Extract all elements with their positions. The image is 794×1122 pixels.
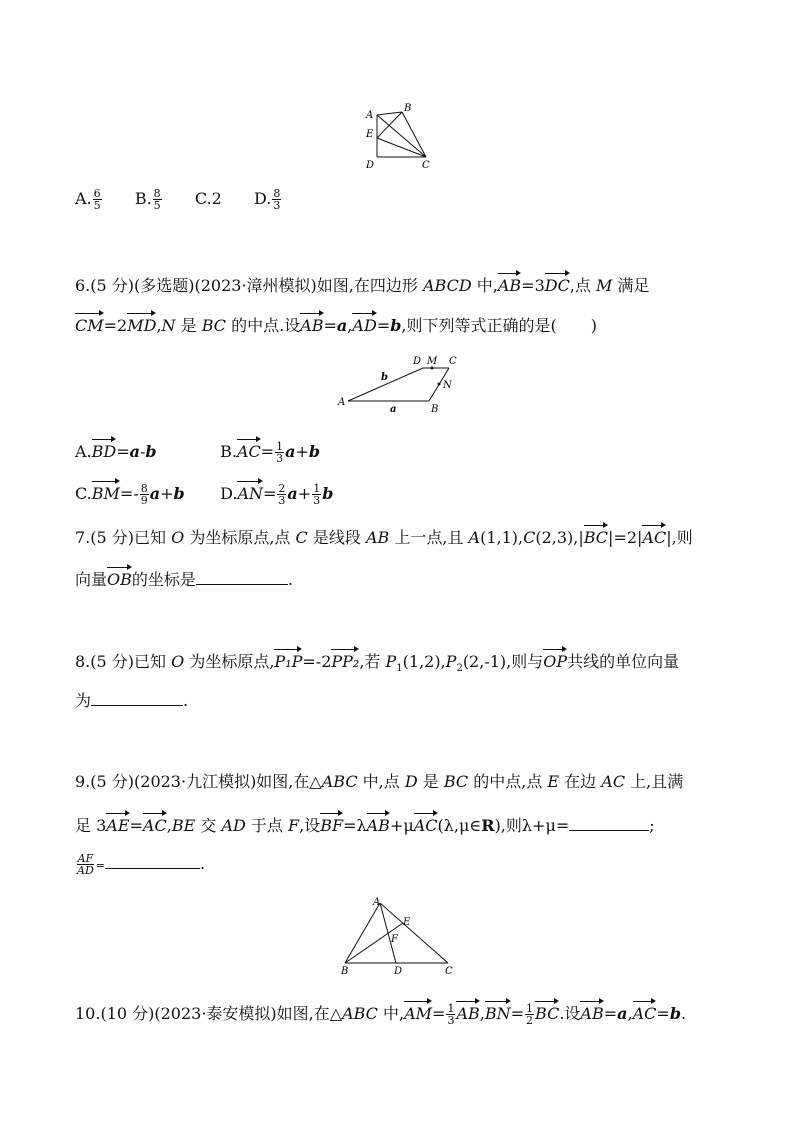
- q9-stem-line3: $\frac{AF}{AD}$ = .: [77, 852, 206, 877]
- figure-q6: [333, 350, 463, 415]
- fig6-point-n: [438, 383, 441, 386]
- fig9-side-ab: [345, 903, 380, 963]
- fig6-label-vec-b: b: [381, 372, 388, 383]
- fig5-line-ec: [377, 138, 426, 157]
- q6-answer-blank[interactable]: [557, 315, 591, 331]
- fig6-label-b: B: [431, 404, 439, 415]
- q5-option-d[interactable]: D. $\frac{8}{3}$: [254, 187, 281, 212]
- q6-options-row2: [75, 480, 333, 506]
- fig6-label-n: N: [443, 380, 452, 391]
- fig6-label-m: M: [427, 356, 438, 367]
- q5-option-a[interactable]: A. $\frac{6}{5}$: [75, 187, 101, 212]
- figure-q9: [333, 893, 463, 978]
- fig5-line-bc: [402, 112, 426, 157]
- q9-stem-line2: 足 3AE=AC,BE 交 AD 于点 F,设BF=λAB+μAC(λ,μ∈R),则λ+μ= ;: [75, 812, 655, 837]
- q6-stem-line2: CM=2MD,N 是 BC 的中点.设AB=a,AD=b,则下列等式正确的是( ): [75, 312, 597, 337]
- q9-fraction-af-ad: $\frac{AF}{AD}$: [77, 852, 94, 877]
- fig6-label-a: A: [338, 397, 346, 408]
- q7-stem-line1: 7.(5 分)已知 O 为坐标原点,点 C 是线段 AB 上一点,且 A(1,1),C(2,3),|BC|=2|AC|,则: [75, 524, 693, 549]
- q6-option-a[interactable]: A.BD=a-b: [75, 438, 215, 463]
- q9-answer-blank-1[interactable]: [569, 814, 649, 831]
- q10-stem-line1: 10.(10 分)(2023·泰安模拟)如图,在△ABC 中,AM= $\frac{1}{3}$ AB,BN= $\frac{1}{2}$ BC.设AB=a,AC=b.: [75, 1002, 687, 1027]
- q9-stem-line1: 9.(5 分)(2023·九江模拟)如图,在△ABC 中,点 D 是 BC 的中点,点 E 在边 AC 上,且满: [75, 772, 684, 791]
- q6-option-d[interactable]: D.AN= $\frac{2}{3}$ a+ $\frac{1}{3}$ b: [220, 482, 334, 507]
- fig9-label-a: A: [373, 897, 381, 908]
- q8-answer-blank[interactable]: [91, 689, 183, 706]
- fig9-label-c: C: [445, 966, 453, 977]
- q6-options-row1: [75, 438, 320, 464]
- q9-answer-blank-2[interactable]: [105, 852, 200, 869]
- q6-option-c[interactable]: C.BM=- $\frac{8}{9}$ a+b: [75, 482, 185, 507]
- q6-option-b[interactable]: B.AC= $\frac{1}{3}$ a+b: [220, 440, 321, 465]
- q6-stem-line1: 6.(5 分)(多选题)(2023·漳州模拟)如图,在四边形 ABCD 中,AB=3DC,点 M 满足: [75, 272, 650, 297]
- q8-stem-line1: 8.(5 分)已知 O 为坐标原点,P₁P=-2PP₂,若 $P_1(1,2),P_2(2,-1)$,则与OP共线的单位向量: [75, 648, 679, 680]
- fig5-line-be: [377, 112, 402, 138]
- q5-options: [75, 188, 282, 211]
- fig5-line-ab: [377, 112, 402, 115]
- fig6-label-vec-a: a: [390, 404, 397, 415]
- fig5-label-a: A: [366, 110, 374, 121]
- fig9-side-ac: [380, 903, 448, 963]
- q5-option-c[interactable]: C.2: [194, 189, 222, 208]
- fig9-label-e: E: [403, 917, 411, 928]
- q5-option-b[interactable]: B. $\frac{8}{5}$: [134, 187, 161, 212]
- fig9-label-d: D: [394, 966, 403, 977]
- fig6-label-c: C: [449, 356, 457, 367]
- fig5-label-c: C: [422, 160, 430, 171]
- q8-stem-line2: 为 .: [75, 691, 189, 710]
- fig9-label-f: F: [391, 934, 398, 945]
- q7-stem-line2: 向量OB的坐标是 .: [75, 566, 293, 591]
- fig6-label-d: D: [413, 356, 422, 367]
- fig9-label-b: B: [341, 966, 349, 977]
- fig5-label-b: B: [404, 103, 412, 114]
- fig5-label-e: E: [366, 129, 374, 140]
- figure-q5: [360, 100, 440, 175]
- fig5-line-ac: [377, 115, 426, 157]
- fig5-label-d: D: [366, 160, 375, 171]
- q7-answer-blank[interactable]: [196, 568, 288, 585]
